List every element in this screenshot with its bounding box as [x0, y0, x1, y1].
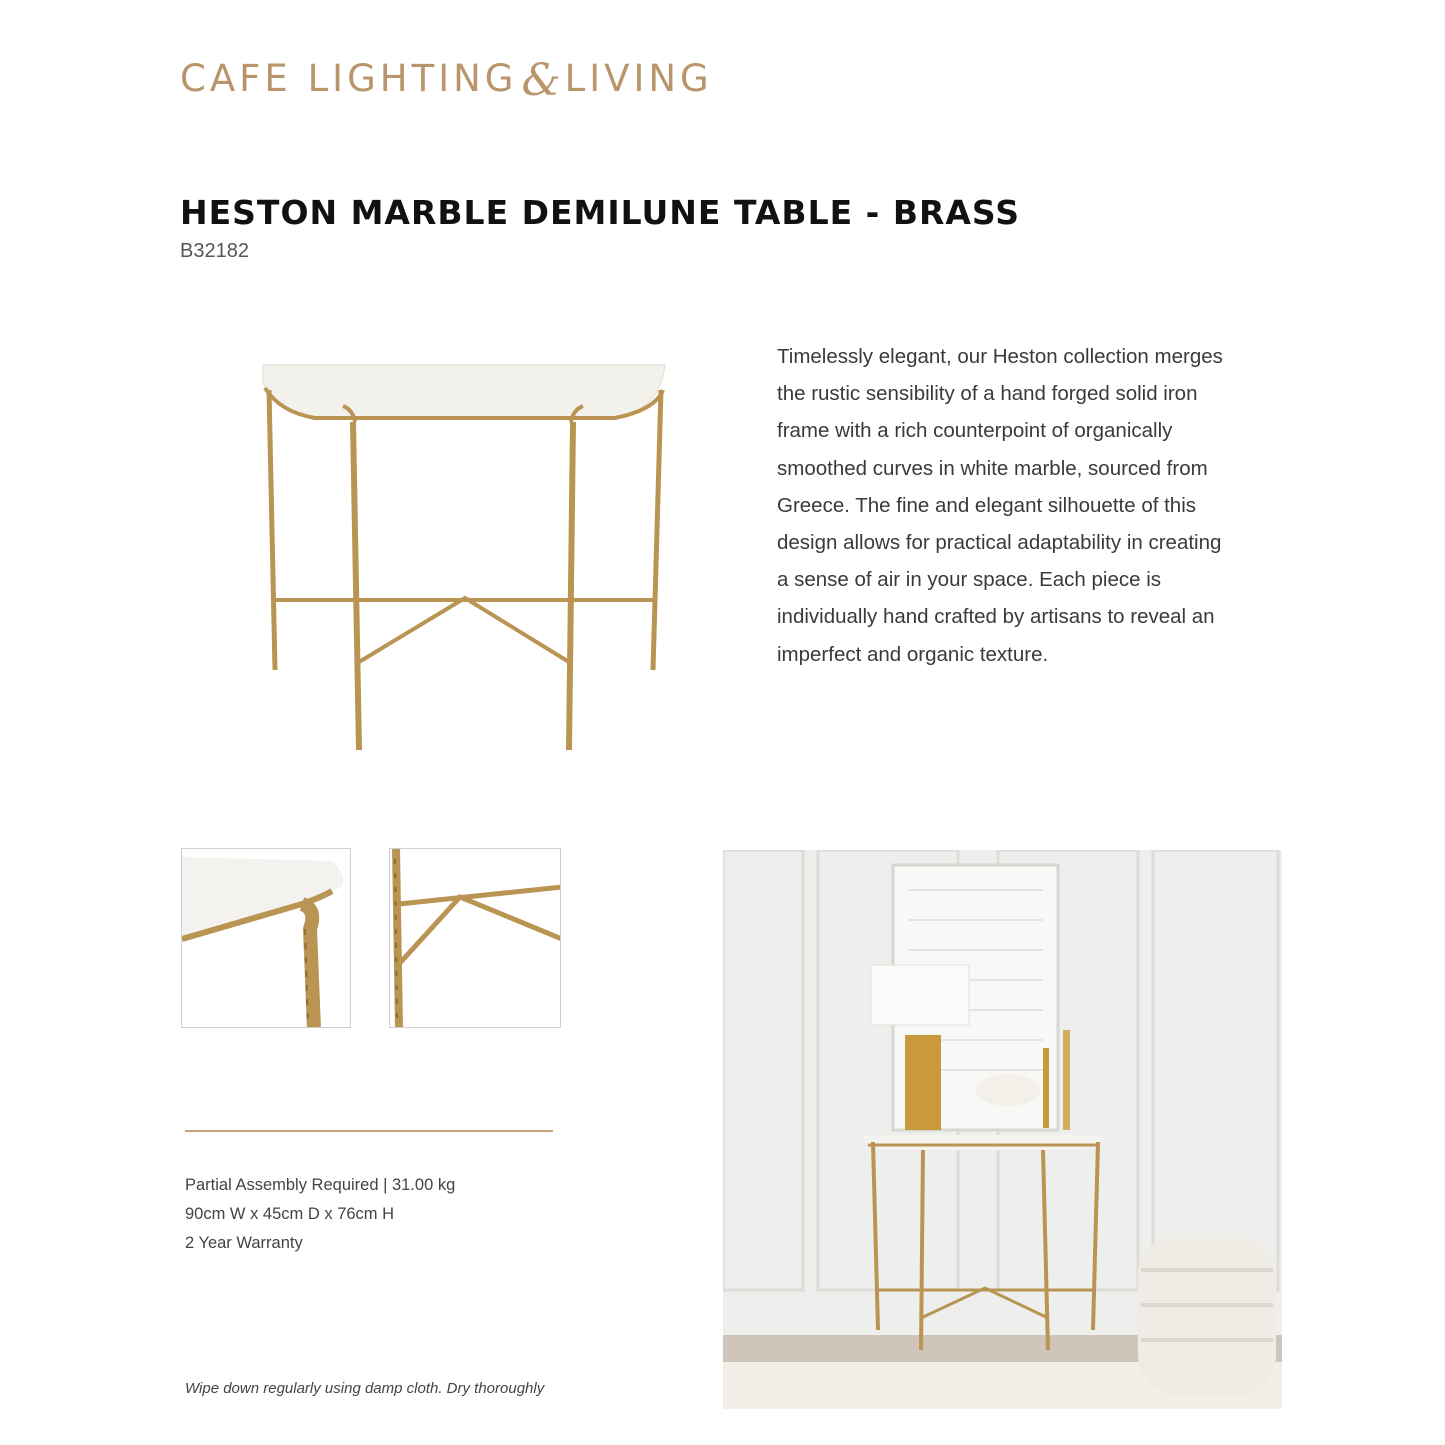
product-specs	[185, 1171, 455, 1258]
brand-logo	[180, 52, 713, 104]
spec-dimensions: 90cm W x 45cm D x 76cm H	[185, 1205, 395, 1223]
description-line: the rustic sensibility of a hand forged solid iron	[777, 382, 1198, 406]
brand-name-left: CAFE LIGHTING	[180, 56, 518, 100]
description-line: design allows for practical adaptability in creating	[777, 531, 1222, 555]
description-line: imperfect and organic texture.	[777, 642, 1049, 666]
spec-assembly-weight: Partial Assembly Required | 31.00 kg	[185, 1176, 456, 1194]
description-line: individually hand crafted by artisans to reveal an	[777, 605, 1215, 629]
description-line: frame with a rich counterpoint of organically	[777, 419, 1173, 443]
thumbnail-stretcher-detail[interactable]	[389, 848, 561, 1028]
lifestyle-photo	[723, 850, 1282, 1409]
product-title: HESTON MARBLE DEMILUNE TABLE - BRASS	[180, 193, 1020, 232]
brand-ampersand: &	[521, 54, 561, 106]
care-instructions: Wipe down regularly using damp cloth. Dry thoroughly	[185, 1380, 545, 1397]
thumbnail-tabletop-detail[interactable]	[181, 848, 351, 1028]
main-product-image	[255, 350, 675, 760]
description-line: a sense of air in your space. Each piece is	[777, 568, 1162, 592]
description-line: Timelessly elegant, our Heston collection merges	[777, 345, 1223, 368]
spec-warranty: 2 Year Warranty	[185, 1234, 303, 1252]
product-description	[777, 338, 1247, 673]
description-line: smoothed curves in white marble, sourced from	[777, 456, 1208, 480]
description-line: Greece. The fine and elegant silhouette of this	[777, 493, 1197, 517]
section-divider	[185, 1130, 553, 1132]
brand-name-right: LIVING	[564, 56, 713, 100]
product-sku: B32182	[180, 240, 249, 262]
